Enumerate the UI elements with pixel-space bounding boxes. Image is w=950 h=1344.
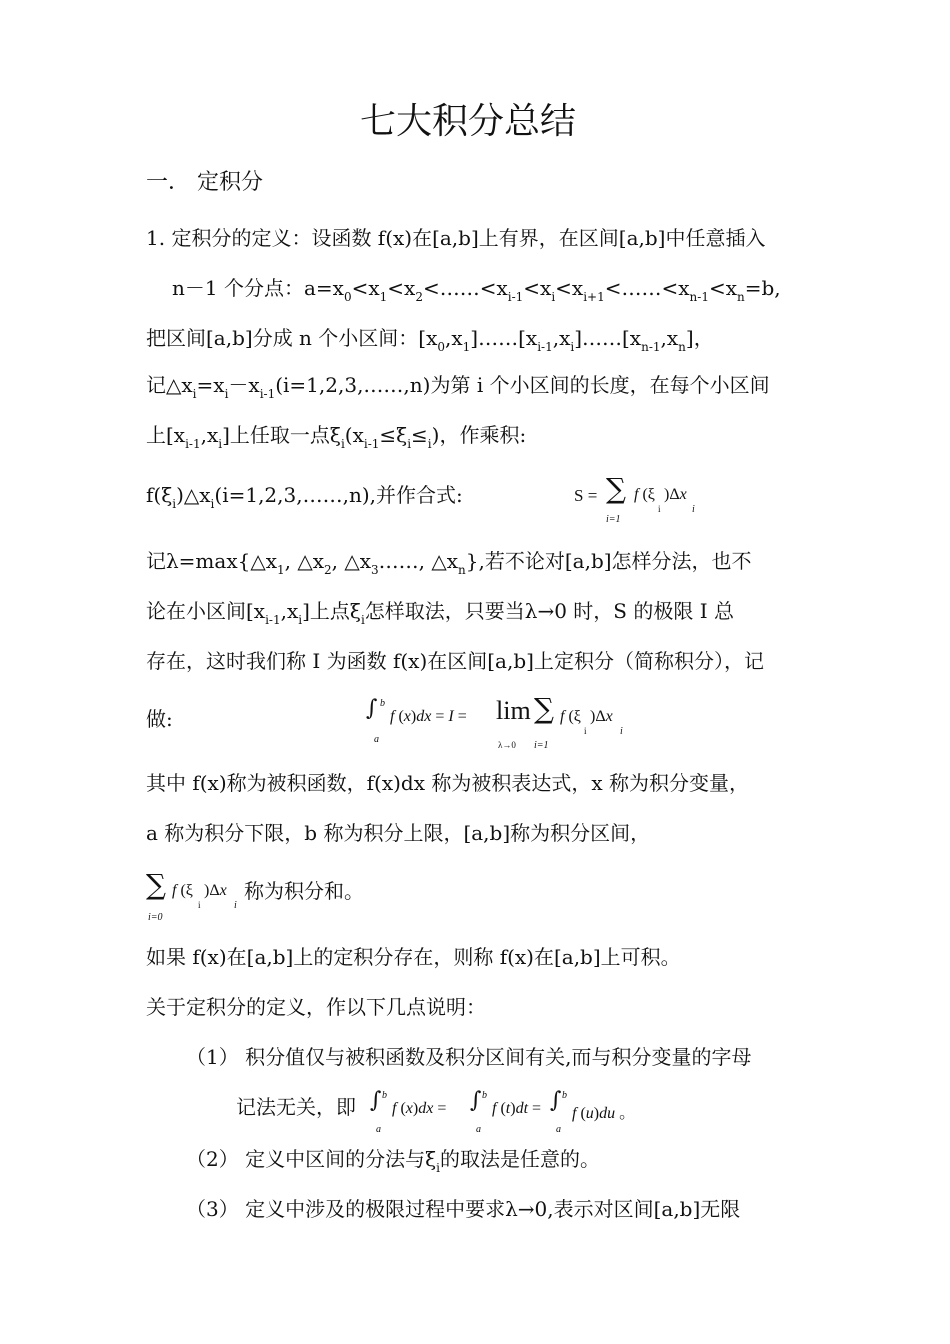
variable-independence-formula: ∫ b a f (x)dx = ∫ b a f (t)dt = ∫ b a f (u)du 。	[370, 1088, 636, 1135]
definition-line-9: 存在，这时我们称 I 为函数 f(x)在区间[a,b]上定积分（简称积分），记	[146, 649, 764, 673]
definition-line-7: 记$\lambda=\max\{\triangle x_1$, $\triangle x_2$, $\triangle x_3\dots\dots$, $\triangle x_n$},若不论对[a,b]怎样分法，也不	[146, 549, 752, 577]
page-title: 七大积分总结	[360, 101, 577, 142]
terms-line-1: 其中 f(x)称为被积函数，f(x)dx 称为被积表达式，x 称为积分变量，	[146, 771, 750, 795]
terms-line-2: a 称为积分下限，b 称为积分上限，[a,b]称为积分区间，	[146, 821, 651, 845]
integrable-statement: 如果 f(x)在[a,b]上的定积分存在，则称 f(x)在[a,b]上可积。	[146, 945, 681, 969]
note-1-line-2: 记法无关，即	[236, 1095, 356, 1119]
note-2: （2） 定义中区间的分法与$\xi_i$的取法是任意的。	[186, 1147, 600, 1175]
note-1-line-1: （1） 积分值仅与被积函数及积分区间有关,而与积分变量的字母	[186, 1045, 752, 1069]
terms-line-3: 称为积分和。	[244, 879, 364, 903]
definition-line-6: $f(\xi_i)\triangle x_i(i=1,2,3,\dots\dots,n)$,并作合式:	[146, 483, 463, 511]
integral-sum-formula: ∑ i=0 f (ξ i )Δx i	[146, 868, 237, 923]
definition-line-8: 论在小区间$[x_{i-1},x_i]$上点$\xi_i$怎样取法，只要当λ→0 时，S 的极限 I 总	[146, 599, 734, 627]
definition-line-3: 把区间[a,b]分成 n 个小区间：$[x_0,x_1]\dots\dots[x_{i-1},x_i]\dots\dots[x_{n-1},x_n]$，	[146, 326, 714, 354]
notes-intro: 关于定积分的定义，作以下几点说明：	[146, 995, 486, 1019]
note-3: （3） 定义中涉及的极限过程中要求λ→0,表示对区间[a,b]无限	[186, 1197, 741, 1221]
definition-line-10: 做:	[146, 707, 173, 731]
definition-line-2: n－1 个分点：$a=x_0<x_1<x_2<\dots\dots<x_{i-1}<x_i<x_{i+1}<\dots\dots<x_{n-1}<x_n=b$,	[172, 276, 781, 304]
section-heading: 一． 定积分	[146, 170, 263, 195]
integral-definition-formula: ∫ b a f (x)dx = I = lim λ→0 ∑ i=1 f (ξ i )Δx i	[366, 692, 623, 751]
sum-formula: S = ∑ i=1 f (ξ i )Δx i	[574, 472, 695, 525]
definition-line-5: 上$[x_{i-1},x_i]$上任取一点$\xi_i(x_{i-1}\le\xi_i\le_i)$，作乘积:	[146, 423, 527, 451]
definition-line-4: 记$\triangle x_i=x_i-x_{i-1}(i=1,2,3,\dots\dots,n)$为第 i 个小区间的长度，在每个小区间	[146, 373, 770, 401]
definition-line-1: 1. 定积分的定义：设函数 f(x)在[a,b]上有界，在区间[a,b]中任意插入	[146, 226, 766, 250]
